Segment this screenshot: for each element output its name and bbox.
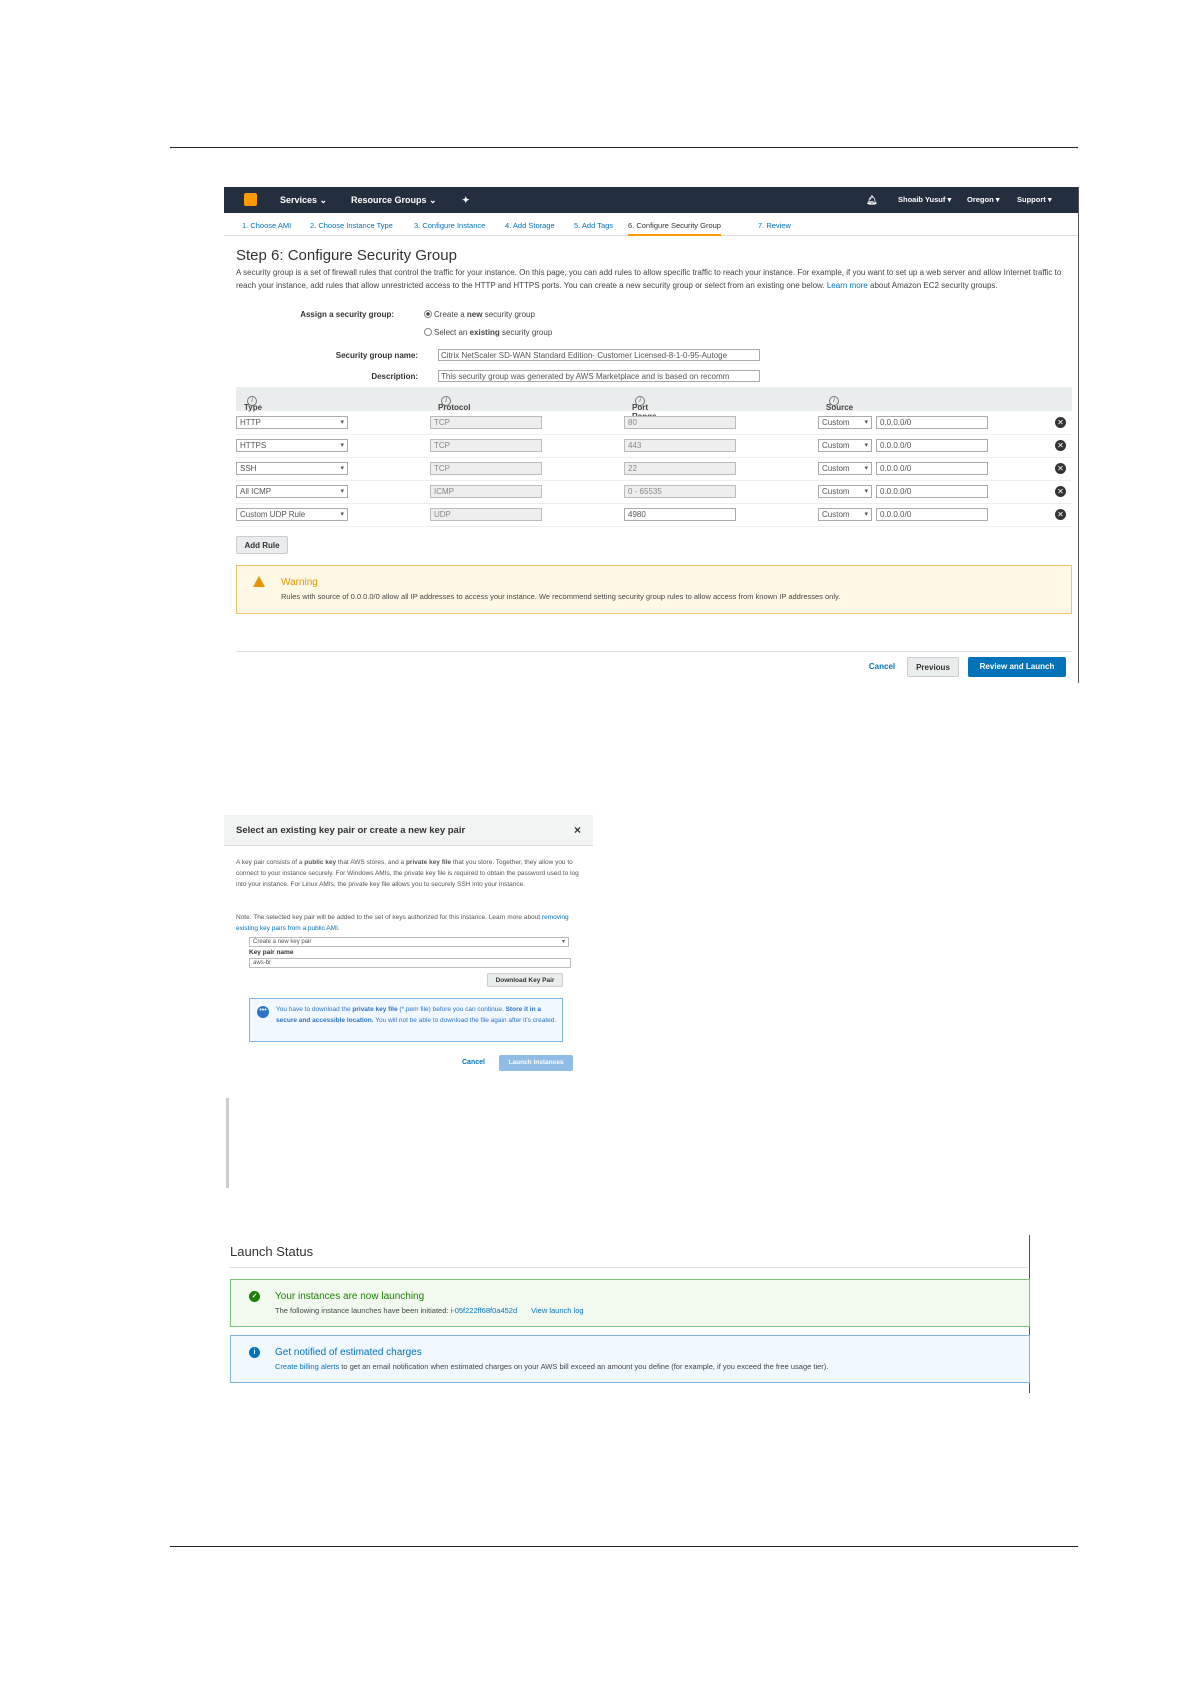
- type-select[interactable]: Custom UDP Rule ▾: [236, 508, 348, 521]
- protocol-field: TCP: [430, 439, 542, 452]
- aws-top-nav: [224, 187, 1078, 213]
- type-select[interactable]: HTTPS ▾: [236, 439, 348, 452]
- key-pair-note: Note: The selected key pair will be added to the set of keys authorized for this instance. Learn more about removing existing key pairs from a public AMI.: [236, 914, 569, 932]
- wizard-step-review[interactable]: 7. Review: [758, 221, 791, 230]
- sg-name-input[interactable]: Citrix NetScaler SD-WAN Standard Edition- Customer Licensed-8-1-0-95-Autoge: [438, 349, 760, 361]
- review-and-launch-button[interactable]: Review and Launch: [968, 657, 1066, 677]
- support-menu[interactable]: Support ▾: [1017, 195, 1052, 204]
- title-divider: [230, 1267, 1028, 1268]
- port-range-field: 22: [624, 462, 736, 475]
- cidr-input[interactable]: 0.0.0.0/0: [876, 485, 988, 498]
- cidr-input[interactable]: 0.0.0.0/0: [876, 416, 988, 429]
- key-pair-name-label: Key pair name: [249, 949, 294, 956]
- page-top-rule: [170, 147, 1078, 148]
- remove-rule-icon[interactable]: ✕: [1055, 486, 1066, 497]
- cancel-button[interactable]: Cancel: [868, 662, 896, 671]
- download-key-pair-button[interactable]: Download Key Pair: [487, 973, 563, 987]
- chat-bubble-icon: •••: [257, 1006, 269, 1018]
- key-pair-explanation: A key pair consists of a public key that AWS stores, and a private key file that you store. Together, they allow you to connect to your instance securely. For Windows AMIs, the private key file is required to obtain the password used to log into your instance. For Linux AMIs, the private key file allows you to securely SSH into your instance.: [236, 859, 579, 888]
- download-notice-text: You have to download the private key file (*.pem file) before you can continue. Store it in a secure and accessible location. You will not be able to download the file again after it's created.: [276, 1006, 557, 1024]
- remove-rule-icon[interactable]: ✕: [1055, 417, 1066, 428]
- type-select[interactable]: HTTP ▾: [236, 416, 348, 429]
- port-range-field: 0 - 65535: [624, 485, 736, 498]
- warning-icon: [253, 576, 265, 587]
- page-description: A security group is a set of firewall rules that control the traffic for your instance. On this page, you can add rules to allow specific traffic to reach your instance. For example, if you want to set up a web server and allow Internet traffic to reach your instance, add rules that allow unrestricted access to the HTTP and HTTPS ports. You can create a new security group or select from an existing one below. Learn more about Amazon EC2 security groups.: [236, 268, 1062, 290]
- side-bar-marker: [226, 1098, 229, 1188]
- modal-header: [224, 815, 593, 846]
- col-source: Source i: [826, 398, 854, 412]
- launch-status-title: Launch Status: [230, 1244, 314, 1259]
- wizard-step-security-group[interactable]: 6. Configure Security Group: [628, 221, 721, 236]
- description-input[interactable]: This security group was generated by AWS Marketplace and is based on recomm: [438, 370, 760, 382]
- configure-security-group-screenshot: [224, 187, 1079, 683]
- resource-groups-menu[interactable]: Resource Groups ⌄: [351, 195, 437, 205]
- rules-table-header: [236, 387, 1072, 411]
- warning-message: Rules with source of 0.0.0.0/0 allow all IP addresses to access your instance. We recommend setting security group rules to allow access from known IP addresses only.: [281, 592, 841, 601]
- remove-rule-icon[interactable]: ✕: [1055, 509, 1066, 520]
- services-menu[interactable]: Services ⌄: [280, 195, 328, 205]
- source-select[interactable]: Custom ▾: [818, 508, 872, 521]
- wizard-step-choose-ami[interactable]: 1. Choose AMI: [242, 221, 292, 230]
- warning-title: Warning: [281, 577, 318, 588]
- radio-checked-icon[interactable]: [424, 310, 432, 318]
- cidr-input[interactable]: 0.0.0.0/0: [876, 508, 988, 521]
- modal-title: Select an existing key pair or create a new key pair: [236, 825, 466, 836]
- launch-status-screenshot: [224, 1235, 1030, 1393]
- remove-rule-icon[interactable]: ✕: [1055, 440, 1066, 451]
- protocol-field: TCP: [430, 462, 542, 475]
- assign-sg-label: Assign a security group:: [300, 310, 394, 319]
- previous-button[interactable]: Previous: [907, 657, 959, 677]
- info-alert: [230, 1335, 1030, 1383]
- table-row: [236, 435, 1072, 458]
- info-icon[interactable]: i: [247, 396, 257, 406]
- wizard-steps: [224, 213, 1078, 236]
- port-range-field: 80: [624, 416, 736, 429]
- table-row: [236, 458, 1072, 481]
- col-protocol: Protocol i: [438, 398, 471, 412]
- create-billing-alerts-link[interactable]: Create billing alerts: [275, 1362, 340, 1371]
- wizard-step-add-tags[interactable]: 5. Add Tags: [574, 221, 614, 230]
- col-port-range: Port i: [632, 398, 648, 412]
- info-icon[interactable]: i: [441, 396, 451, 406]
- bell-icon[interactable]: 🔔︎: [866, 195, 878, 205]
- info-message: Create billing alerts to get an email notification when estimated charges on your AWS bill exceed an amount you define (for example, if you exceed the free usage tier).: [275, 1362, 829, 1371]
- wizard-step-instance-type[interactable]: 2. Choose Instance Type: [310, 221, 393, 230]
- learn-more-link[interactable]: Learn more: [826, 281, 868, 290]
- wizard-step-configure-instance[interactable]: 3. Configure Instance: [414, 221, 486, 230]
- modal-cancel-button[interactable]: Cancel: [462, 1059, 485, 1066]
- source-select[interactable]: Custom ▾: [818, 485, 872, 498]
- source-select[interactable]: Custom ▾: [818, 416, 872, 429]
- aws-cube-icon[interactable]: [244, 193, 257, 206]
- removing-key-pairs-link[interactable]: removing existing key pairs from a public AMI: [236, 914, 569, 932]
- sg-name-label: Security group name:: [335, 351, 418, 360]
- info-icon[interactable]: i: [829, 396, 839, 406]
- table-row: [236, 504, 1072, 527]
- remove-rule-icon[interactable]: ✕: [1055, 463, 1066, 474]
- type-select[interactable]: SSH ▾: [236, 462, 348, 475]
- page-bottom-rule: [170, 1546, 1078, 1547]
- protocol-field: TCP: [430, 416, 542, 429]
- key-pair-modal: [224, 815, 593, 1083]
- success-message: The following instance launches have been initiated: i-05f222ff68f0a452d View launch log: [275, 1306, 584, 1315]
- radio-create-new-sg[interactable]: Create a new security group: [424, 310, 535, 319]
- key-pair-name-input[interactable]: aws-br: [249, 958, 571, 968]
- info-circle-icon: i: [249, 1347, 260, 1358]
- cidr-input[interactable]: 0.0.0.0/0: [876, 462, 988, 475]
- info-title: Get notified of estimated charges: [275, 1347, 422, 1358]
- protocol-field: ICMP: [430, 485, 542, 498]
- port-range-input[interactable]: 4980: [624, 508, 736, 521]
- source-select[interactable]: Custom ▾: [818, 462, 872, 475]
- page-title: Step 6: Configure Security Group: [236, 247, 457, 264]
- launch-instances-button[interactable]: Launch Instances: [499, 1055, 573, 1071]
- region-menu[interactable]: Oregon ▾: [967, 195, 1000, 204]
- type-select[interactable]: All ICMP ▾: [236, 485, 348, 498]
- col-type: Type i: [244, 398, 263, 412]
- footer-divider: [236, 651, 1072, 652]
- info-icon[interactable]: i: [635, 396, 645, 406]
- description-label: Description:: [371, 372, 418, 381]
- add-rule-button[interactable]: Add Rule: [236, 536, 288, 554]
- download-notice: [249, 998, 563, 1042]
- port-range-field: 443: [624, 439, 736, 452]
- warning-alert: [236, 565, 1072, 614]
- wizard-step-add-storage[interactable]: 4. Add Storage: [505, 221, 555, 230]
- success-alert: [230, 1279, 1030, 1327]
- success-title: Your instances are now launching: [275, 1291, 425, 1302]
- key-pair-option-select[interactable]: Create a new key pair ▾: [249, 937, 569, 947]
- view-launch-log-link[interactable]: View launch log: [531, 1306, 584, 1315]
- pin-icon[interactable]: ✦: [462, 195, 470, 205]
- cidr-input[interactable]: 0.0.0.0/0: [876, 439, 988, 452]
- source-select[interactable]: Custom ▾: [818, 439, 872, 452]
- check-circle-icon: ✓: [249, 1291, 260, 1302]
- radio-unchecked-icon[interactable]: [424, 328, 432, 336]
- protocol-field: UDP: [430, 508, 542, 521]
- instance-id-link[interactable]: i-05f222ff68f0a452d: [450, 1306, 518, 1315]
- close-icon[interactable]: ×: [573, 823, 581, 837]
- user-menu[interactable]: Shoaib Yusuf ▾: [898, 195, 952, 204]
- radio-select-existing-sg[interactable]: Select an existing security group: [424, 328, 552, 337]
- table-row: [236, 412, 1072, 435]
- table-row: [236, 481, 1072, 504]
